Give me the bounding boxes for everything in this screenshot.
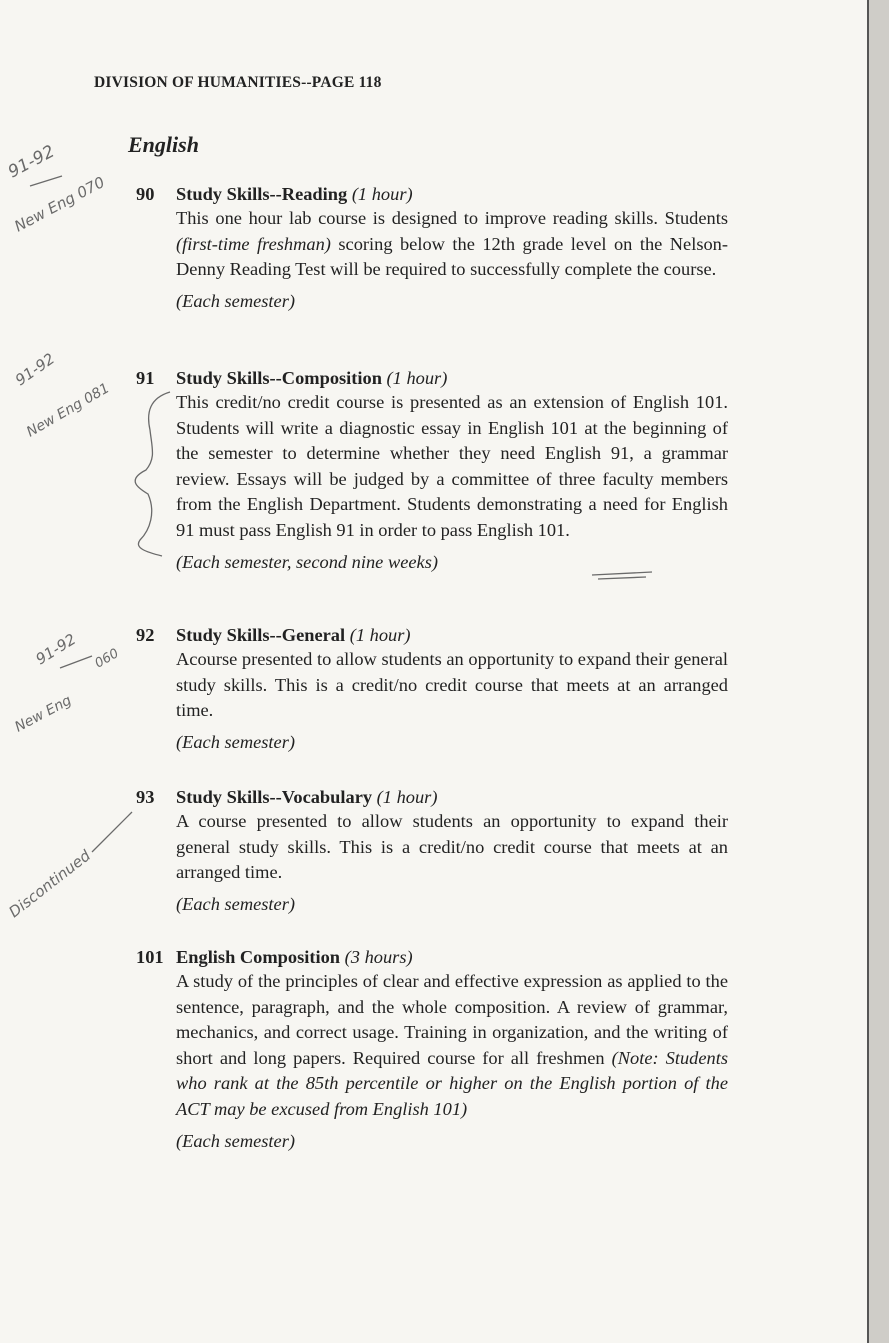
handwritten-note-92: 91-92 — [32, 630, 80, 669]
course-number: 91 — [136, 368, 155, 388]
course-number: 92 — [136, 625, 155, 645]
description-text: A study of the principles of clear and effective expression as applied to the sentence, paragraph, and the whole composition. A review of grammar, mechanics, and correct usage. Training in organization, and the writing of short and long papers. Required course for all freshmen — [176, 971, 728, 1068]
course-term: (Each semester) — [176, 893, 295, 914]
handwritten-note-91-b: New Eng 081 — [24, 380, 113, 441]
course-hours: (1 hour) — [349, 625, 411, 645]
description-italic: (first-time freshman) — [176, 233, 331, 254]
description-italic: (Note: Students who rank at the 85th percentile or higher on the English portion of the ACT may be excused from English 101) — [176, 1047, 728, 1119]
course-term: (Each semester) — [176, 1130, 295, 1151]
handwritten-note-90-b: New Eng 070 — [11, 172, 108, 236]
course-term: (Each semester) — [176, 290, 295, 311]
handwritten-note-92-b: 060 — [92, 646, 122, 672]
course-hours: (1 hour) — [386, 368, 448, 388]
pencil-scribble — [592, 572, 652, 579]
handwritten-note-90: 91-92 — [4, 141, 58, 183]
course-name: Study Skills--General — [176, 625, 346, 645]
pencil-underline — [60, 656, 92, 668]
description-text: Acourse presented to allow students an opportunity to expand their general study skills. This is a credit/no credit course that meets at an arranged time. — [176, 649, 728, 721]
description-text-end: scoring below the 12th grade level on the Nelson-Denny Reading Test will be required to successfully complete the course. — [176, 233, 729, 280]
course-name: Study Skills--Vocabulary — [176, 787, 373, 807]
description-text: This one hour lab course is designed to improve reading skills. Students — [176, 208, 728, 228]
course-term: (Each semester) — [176, 731, 295, 752]
course-number: 101 — [136, 947, 164, 967]
course-term: (Each semester, second nine weeks) — [176, 551, 438, 572]
pencil-bracket — [135, 392, 170, 556]
handwritten-note-91: 91-92 — [11, 349, 59, 390]
description-text: A course presented to allow students an opportunity to expand their general study skills. This is a credit/no credit course that meets at an arranged time. — [176, 811, 728, 883]
handwritten-note-93: Discontinued — [5, 846, 94, 922]
course-hours: (3 hours) — [344, 947, 413, 967]
pencil-stroke — [92, 812, 132, 852]
course-number: 90 — [136, 184, 155, 204]
section-title: English — [128, 132, 199, 157]
description-text: This credit/no credit course is presented as an extension of English 101. Students will write a diagnostic essay in English 101 at the beginning of the semester to determine whether they need English 91, a grammar review. Essays will be judged by a committee of three faculty members from the English Department. Students demonstrating a need for English 91 must pass English 91 in order to pass English 101. — [176, 392, 728, 540]
course-hours: (1 hour) — [376, 787, 438, 807]
course-name: English Composition — [176, 947, 341, 967]
page-header: DIVISION OF HUMANITIES--PAGE 118 — [94, 74, 382, 91]
course-name: Study Skills--Composition — [176, 368, 382, 388]
course-name: Study Skills--Reading — [176, 184, 348, 204]
course-hours: (1 hour) — [351, 184, 413, 204]
handwritten-note-92-c: New Eng — [12, 692, 75, 736]
pencil-underline — [30, 176, 62, 186]
course-number: 93 — [136, 787, 155, 807]
